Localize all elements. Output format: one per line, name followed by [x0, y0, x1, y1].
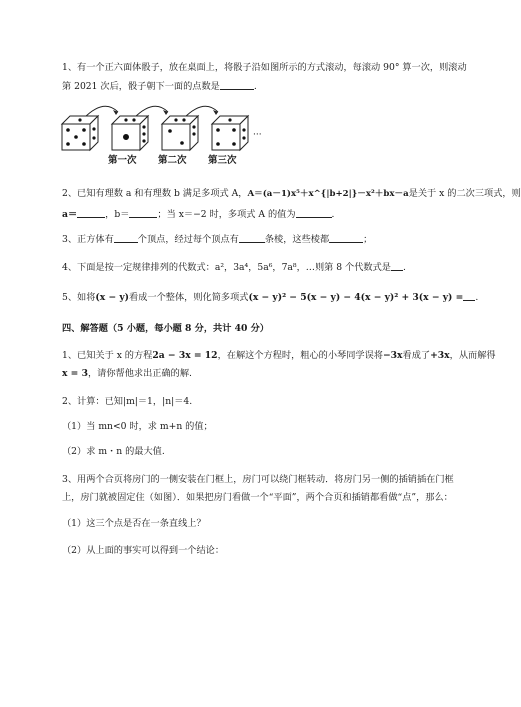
dice-rolling-figure — [0, 0, 500, 200]
section-4-heading: 四、解答题（5 小题，每小题 8 分，共计 40 分） — [62, 323, 269, 334]
s1-text-a: 1、已知关于 x 的方程 — [62, 350, 153, 361]
q4-end: . — [402, 262, 406, 273]
s1-text-d: 看成了 — [402, 350, 431, 361]
q2-line-2-end: . — [331, 209, 335, 220]
caption-third: 第三次 — [208, 155, 237, 166]
q4-blank[interactable] — [391, 261, 403, 271]
q2-line-1-tail: 是关于 x 的二次三项式，则 — [408, 188, 521, 199]
q2-a-blank[interactable] — [77, 208, 105, 218]
q3-edges-blank[interactable] — [239, 233, 265, 243]
s1-equation: 2a − 3x = 12 — [152, 350, 218, 361]
caption-second: 第二次 — [158, 155, 187, 166]
q4-line — [62, 261, 472, 274]
s3-line-3: （1）这三个点是否在一条直线上？ — [62, 518, 206, 529]
q5-expr-2: (x − y)² − 5(x − y) − 4(x − y)² + 3(x − y) = — [248, 292, 464, 303]
q3-text-d: ； — [363, 234, 373, 245]
q2-line-1-text: 2、已知有理数 a 和有理数 b 满足多项式 A， — [62, 188, 248, 199]
s1-term-wrong: −3x — [382, 350, 403, 361]
die-1 — [62, 116, 98, 150]
dice-ellipsis: ··· — [253, 130, 262, 140]
q2-value-text: ；当 x＝−2 时，多项式 A 的值为 — [157, 209, 296, 220]
q3-text-c: 条棱，这些棱都 — [264, 234, 330, 245]
caption-first: 第一次 — [108, 155, 137, 166]
s3-line-2: 上，房门就被固定住（如图）．如果把房门看做一个“平面”，两个合页和插销都看做“点”，那么： — [62, 492, 453, 503]
s1-text-end: ，请你帮他求出正确的解. — [87, 368, 192, 379]
q2-b-label: ，b＝ — [105, 209, 130, 220]
q2-value-blank[interactable] — [296, 208, 332, 218]
q5-text-c: 看成一个整体，则化简多项式 — [129, 292, 249, 303]
s1-solution: x = 3 — [62, 368, 88, 379]
q1-line-2-end: . — [253, 81, 257, 92]
s1-line-1 — [62, 350, 496, 362]
s1-text-f: ，从而解得 — [449, 350, 496, 361]
s1-text-b: ，在解这个方程时，粗心的小琴同学误将 — [217, 350, 383, 361]
q3-relation-blank[interactable] — [329, 233, 363, 243]
s2-line-2: （1）当 mn<0 时，求 m+n 的值； — [62, 421, 213, 432]
q5-end: . — [475, 292, 479, 303]
q1-line-2-text: 第 2021 次后，骰子朝下一面的点数是 — [62, 81, 220, 92]
q5-blank[interactable] — [463, 291, 475, 301]
q2-b-blank[interactable] — [129, 208, 157, 218]
q2-a-label: a＝ — [62, 209, 78, 220]
q5-expr-1: (x − y) — [95, 292, 130, 303]
s1-line-2 — [62, 368, 472, 380]
s2-line-1: 2、计算：已知|m|＝1，|n|＝4. — [62, 396, 193, 407]
q2-formula: A＝(a－1)x⁵＋x^{|b+2|}－x²＋bx－a — [247, 189, 409, 199]
q3-line — [62, 233, 472, 246]
die-3 — [162, 116, 198, 150]
q1-line-1: 1、有一个正六面体骰子，放在桌面上，将骰子沿如图所示的方式滚动，每滚动 90° 算一次，则滚动 — [62, 62, 467, 73]
q3-text-b: 个顶点，经过每个顶点有 — [137, 234, 239, 245]
s1-term-mistaken: +3x — [430, 350, 450, 361]
s3-line-4: （2）从上面的事实可以得到一个结论： — [62, 545, 225, 556]
s3-line-1: 3、用两个合页将房门的一侧安装在门框上，房门可以绕门框转动．将房门另一侧的插销插在门框 — [62, 474, 454, 485]
die-2 — [112, 116, 148, 150]
q5-line — [62, 291, 479, 304]
die-4 — [212, 116, 248, 150]
q3-vertices-blank[interactable] — [114, 233, 138, 243]
q4-text: 4、下面是按一定规律排列的代数式：a²，3a⁴，5a⁶，7a⁸，…则第 8 个代数式是 — [62, 262, 391, 273]
q2-line-1 — [62, 188, 521, 200]
s2-line-3: （2）求 m・n 的最大值. — [62, 446, 165, 457]
q5-text-a: 5、如将 — [62, 292, 96, 303]
q2-line-2 — [62, 208, 472, 221]
q3-text-a: 3、正方体有 — [62, 234, 114, 245]
